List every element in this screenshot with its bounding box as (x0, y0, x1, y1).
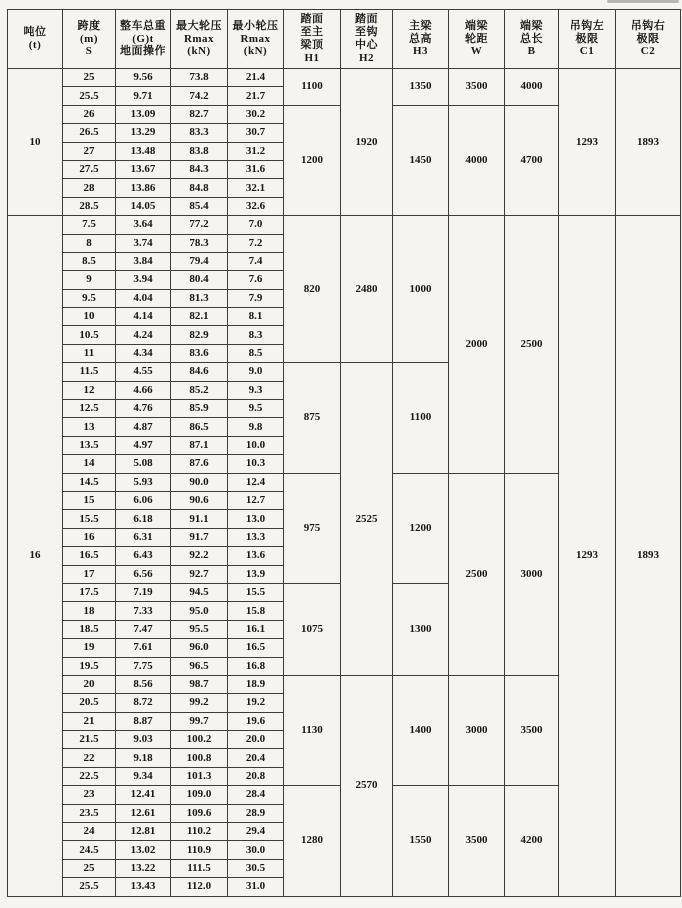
cell-span: 22.5 (63, 767, 116, 785)
cell-h1: 1075 (284, 583, 341, 675)
header-rmin: 最小轮压 Rmax (kN) (228, 10, 284, 69)
cell-wheel-load-max: 91.1 (171, 510, 228, 528)
cell-wheel-load-min: 13.6 (228, 547, 284, 565)
cell-wheel-load-max: 112.0 (171, 878, 228, 896)
cell-total-weight: 3.74 (116, 234, 171, 252)
cell-wheel-load-max: 90.6 (171, 491, 228, 509)
cell-wheel-load-min: 20.8 (228, 767, 284, 785)
cell-span: 25 (63, 859, 116, 877)
cell-h2: 2570 (341, 675, 393, 896)
header-w: 端梁 轮距 W (449, 10, 505, 69)
cell-h2: 1920 (341, 69, 393, 216)
cell-total-weight: 13.86 (116, 179, 171, 197)
cell-wheel-load-min: 16.5 (228, 639, 284, 657)
cell-span: 14.5 (63, 473, 116, 491)
cell-wheel-load-min: 7.6 (228, 271, 284, 289)
cell-total-weight: 4.04 (116, 289, 171, 307)
cell-wheel-load-max: 95.5 (171, 620, 228, 638)
cell-wheel-load-max: 85.2 (171, 381, 228, 399)
cell-total-weight: 5.93 (116, 473, 171, 491)
cell-wheel-load-min: 31.0 (228, 878, 284, 896)
cell-wheel-load-min: 32.1 (228, 179, 284, 197)
cell-wheel-load-max: 99.7 (171, 712, 228, 730)
cell-wheel-load-min: 8.3 (228, 326, 284, 344)
cell-h3: 1400 (393, 675, 449, 785)
cell-span: 20.5 (63, 694, 116, 712)
cell-wheel-load-max: 98.7 (171, 675, 228, 693)
cell-wheel-load-max: 84.6 (171, 363, 228, 381)
cell-h1: 1100 (284, 69, 341, 106)
cell-c2: 1893 (616, 216, 681, 896)
cell-span: 21 (63, 712, 116, 730)
cell-total-weight: 8.56 (116, 675, 171, 693)
cell-w: 2500 (449, 473, 505, 675)
cell-wheel-load-min: 8.1 (228, 308, 284, 326)
cell-wheel-load-max: 83.6 (171, 344, 228, 362)
cell-total-weight: 13.67 (116, 160, 171, 178)
cell-wheel-load-min: 9.8 (228, 418, 284, 436)
spec-row (8, 69, 681, 87)
cell-total-weight: 13.29 (116, 124, 171, 142)
cell-wheel-load-min: 15.8 (228, 602, 284, 620)
cell-wheel-load-min: 30.0 (228, 841, 284, 859)
cell-wheel-load-max: 79.4 (171, 252, 228, 270)
cell-b: 3500 (505, 675, 559, 785)
cell-wheel-load-max: 94.5 (171, 583, 228, 601)
cell-tonnage: 16 (8, 216, 63, 896)
cell-total-weight: 6.56 (116, 565, 171, 583)
cell-w: 3000 (449, 675, 505, 785)
cell-total-weight: 6.31 (116, 528, 171, 546)
cell-span: 8 (63, 234, 116, 252)
cell-total-weight: 4.14 (116, 308, 171, 326)
scan-artifact (607, 0, 679, 3)
cell-wheel-load-max: 90.0 (171, 473, 228, 491)
table-header (8, 10, 681, 69)
cell-span: 14 (63, 455, 116, 473)
cell-wheel-load-max: 111.5 (171, 859, 228, 877)
cell-wheel-load-max: 77.2 (171, 216, 228, 234)
cell-b: 3000 (505, 473, 559, 675)
cell-wheel-load-min: 30.7 (228, 124, 284, 142)
cell-w: 2000 (449, 216, 505, 473)
cell-wheel-load-min: 16.8 (228, 657, 284, 675)
cell-wheel-load-min: 15.5 (228, 583, 284, 601)
cell-span: 7.5 (63, 216, 116, 234)
cell-total-weight: 4.76 (116, 400, 171, 418)
cell-wheel-load-min: 18.9 (228, 675, 284, 693)
cell-wheel-load-max: 80.4 (171, 271, 228, 289)
cell-wheel-load-min: 10.0 (228, 436, 284, 454)
cell-wheel-load-min: 13.3 (228, 528, 284, 546)
cell-span: 11 (63, 344, 116, 362)
crane-spec-table (7, 9, 681, 897)
cell-wheel-load-max: 100.8 (171, 749, 228, 767)
cell-total-weight: 7.19 (116, 583, 171, 601)
cell-h1: 1280 (284, 786, 341, 896)
cell-span: 25.5 (63, 87, 116, 105)
cell-span: 27.5 (63, 160, 116, 178)
cell-b: 4700 (505, 105, 559, 215)
cell-span: 24 (63, 823, 116, 841)
cell-span: 26.5 (63, 124, 116, 142)
cell-total-weight: 8.72 (116, 694, 171, 712)
cell-wheel-load-min: 7.4 (228, 252, 284, 270)
cell-b: 4000 (505, 69, 559, 106)
cell-wheel-load-min: 20.4 (228, 749, 284, 767)
cell-span: 24.5 (63, 841, 116, 859)
cell-w: 4000 (449, 105, 505, 215)
cell-span: 18 (63, 602, 116, 620)
cell-span: 25.5 (63, 878, 116, 896)
cell-wheel-load-max: 82.7 (171, 105, 228, 123)
cell-wheel-load-max: 86.5 (171, 418, 228, 436)
cell-span: 18.5 (63, 620, 116, 638)
cell-span: 21.5 (63, 731, 116, 749)
cell-wheel-load-min: 31.2 (228, 142, 284, 160)
header-row (8, 10, 681, 69)
cell-wheel-load-min: 13.0 (228, 510, 284, 528)
cell-wheel-load-min: 28.9 (228, 804, 284, 822)
cell-h3: 1350 (393, 69, 449, 106)
cell-wheel-load-max: 99.2 (171, 694, 228, 712)
cell-total-weight: 7.61 (116, 639, 171, 657)
cell-wheel-load-min: 7.2 (228, 234, 284, 252)
cell-h3: 1200 (393, 473, 449, 583)
cell-h3: 1450 (393, 105, 449, 215)
cell-total-weight: 8.87 (116, 712, 171, 730)
cell-wheel-load-min: 28.4 (228, 786, 284, 804)
cell-h3: 1550 (393, 786, 449, 896)
cell-h1: 1200 (284, 105, 341, 215)
header-weight: 整车总重 (G)t 地面操作 (116, 10, 171, 69)
cell-span: 19.5 (63, 657, 116, 675)
cell-span: 23 (63, 786, 116, 804)
cell-wheel-load-min: 12.4 (228, 473, 284, 491)
cell-wheel-load-min: 7.0 (228, 216, 284, 234)
cell-wheel-load-min: 19.6 (228, 712, 284, 730)
cell-wheel-load-max: 74.2 (171, 87, 228, 105)
cell-span: 9 (63, 271, 116, 289)
cell-b: 4200 (505, 786, 559, 896)
cell-b: 2500 (505, 216, 559, 473)
cell-total-weight: 4.66 (116, 381, 171, 399)
cell-h3: 1000 (393, 216, 449, 363)
cell-total-weight: 3.64 (116, 216, 171, 234)
cell-span: 13 (63, 418, 116, 436)
cell-span: 17.5 (63, 583, 116, 601)
cell-span: 10.5 (63, 326, 116, 344)
header-span: 跨度 (m) S (63, 10, 116, 69)
cell-h3: 1100 (393, 363, 449, 473)
cell-span: 12.5 (63, 400, 116, 418)
cell-wheel-load-max: 96.0 (171, 639, 228, 657)
cell-total-weight: 12.81 (116, 823, 171, 841)
cell-span: 16.5 (63, 547, 116, 565)
cell-total-weight: 4.24 (116, 326, 171, 344)
cell-wheel-load-max: 82.1 (171, 308, 228, 326)
cell-total-weight: 3.84 (116, 252, 171, 270)
cell-wheel-load-max: 83.8 (171, 142, 228, 160)
cell-total-weight: 4.97 (116, 436, 171, 454)
cell-h1: 1130 (284, 675, 341, 785)
cell-total-weight: 13.43 (116, 878, 171, 896)
cell-wheel-load-max: 91.7 (171, 528, 228, 546)
cell-total-weight: 9.18 (116, 749, 171, 767)
cell-wheel-load-min: 10.3 (228, 455, 284, 473)
cell-total-weight: 7.33 (116, 602, 171, 620)
cell-tonnage: 10 (8, 69, 63, 216)
cell-wheel-load-min: 32.6 (228, 197, 284, 215)
cell-wheel-load-max: 85.4 (171, 197, 228, 215)
cell-wheel-load-max: 92.7 (171, 565, 228, 583)
cell-span: 26 (63, 105, 116, 123)
cell-wheel-load-max: 73.8 (171, 69, 228, 87)
cell-total-weight: 7.47 (116, 620, 171, 638)
header-h3: 主梁 总高 H3 (393, 10, 449, 69)
cell-span: 16 (63, 528, 116, 546)
cell-wheel-load-min: 30.2 (228, 105, 284, 123)
cell-wheel-load-min: 16.1 (228, 620, 284, 638)
cell-span: 28.5 (63, 197, 116, 215)
cell-h3: 1300 (393, 583, 449, 675)
cell-c2: 1893 (616, 69, 681, 216)
cell-total-weight: 12.61 (116, 804, 171, 822)
cell-total-weight: 9.34 (116, 767, 171, 785)
cell-total-weight: 9.56 (116, 69, 171, 87)
cell-total-weight: 13.02 (116, 841, 171, 859)
cell-wheel-load-min: 7.9 (228, 289, 284, 307)
cell-total-weight: 7.75 (116, 657, 171, 675)
cell-wheel-load-max: 96.5 (171, 657, 228, 675)
cell-c1: 1293 (559, 216, 616, 896)
cell-span: 11.5 (63, 363, 116, 381)
cell-total-weight: 14.05 (116, 197, 171, 215)
cell-wheel-load-min: 30.5 (228, 859, 284, 877)
cell-total-weight: 9.03 (116, 731, 171, 749)
cell-span: 22 (63, 749, 116, 767)
cell-total-weight: 6.06 (116, 491, 171, 509)
cell-h2: 2480 (341, 216, 393, 363)
cell-total-weight: 5.08 (116, 455, 171, 473)
cell-wheel-load-min: 9.5 (228, 400, 284, 418)
header-b: 端梁 总长 B (505, 10, 559, 69)
cell-total-weight: 13.48 (116, 142, 171, 160)
cell-wheel-load-max: 87.1 (171, 436, 228, 454)
cell-span: 19 (63, 639, 116, 657)
cell-wheel-load-min: 9.0 (228, 363, 284, 381)
cell-h1: 975 (284, 473, 341, 583)
cell-wheel-load-max: 109.6 (171, 804, 228, 822)
cell-wheel-load-max: 84.8 (171, 179, 228, 197)
cell-c1: 1293 (559, 69, 616, 216)
cell-span: 15.5 (63, 510, 116, 528)
cell-span: 28 (63, 179, 116, 197)
cell-span: 12 (63, 381, 116, 399)
cell-span: 17 (63, 565, 116, 583)
cell-total-weight: 9.71 (116, 87, 171, 105)
cell-wheel-load-max: 84.3 (171, 160, 228, 178)
cell-total-weight: 12.41 (116, 786, 171, 804)
cell-total-weight: 6.43 (116, 547, 171, 565)
cell-total-weight: 4.34 (116, 344, 171, 362)
cell-span: 9.5 (63, 289, 116, 307)
cell-total-weight: 4.87 (116, 418, 171, 436)
cell-span: 27 (63, 142, 116, 160)
cell-wheel-load-min: 31.6 (228, 160, 284, 178)
cell-total-weight: 13.22 (116, 859, 171, 877)
header-tonnage: 吨位 (t) (8, 10, 63, 69)
cell-wheel-load-max: 110.2 (171, 823, 228, 841)
cell-wheel-load-min: 19.2 (228, 694, 284, 712)
header-c2: 吊钩右 极限 C2 (616, 10, 681, 69)
cell-span: 25 (63, 69, 116, 87)
cell-span: 15 (63, 491, 116, 509)
cell-total-weight: 6.18 (116, 510, 171, 528)
cell-wheel-load-max: 78.3 (171, 234, 228, 252)
cell-wheel-load-min: 12.7 (228, 491, 284, 509)
cell-wheel-load-min: 13.9 (228, 565, 284, 583)
cell-wheel-load-max: 83.3 (171, 124, 228, 142)
cell-total-weight: 3.94 (116, 271, 171, 289)
header-h2: 踏面 至钩 中心 H2 (341, 10, 393, 69)
cell-span: 10 (63, 308, 116, 326)
header-c1: 吊钩左 极限 C1 (559, 10, 616, 69)
cell-wheel-load-max: 92.2 (171, 547, 228, 565)
cell-wheel-load-max: 95.0 (171, 602, 228, 620)
cell-wheel-load-min: 29.4 (228, 823, 284, 841)
cell-wheel-load-max: 87.6 (171, 455, 228, 473)
cell-span: 23.5 (63, 804, 116, 822)
cell-wheel-load-min: 20.0 (228, 731, 284, 749)
cell-span: 8.5 (63, 252, 116, 270)
cell-wheel-load-min: 9.3 (228, 381, 284, 399)
cell-w: 3500 (449, 786, 505, 896)
cell-w: 3500 (449, 69, 505, 106)
spec-row (8, 216, 681, 234)
cell-wheel-load-max: 82.9 (171, 326, 228, 344)
cell-wheel-load-min: 8.5 (228, 344, 284, 362)
cell-span: 20 (63, 675, 116, 693)
cell-wheel-load-max: 110.9 (171, 841, 228, 859)
cell-h2: 2525 (341, 363, 393, 676)
cell-wheel-load-max: 101.3 (171, 767, 228, 785)
cell-wheel-load-min: 21.7 (228, 87, 284, 105)
cell-wheel-load-max: 100.2 (171, 731, 228, 749)
table-body (8, 69, 681, 897)
header-h1: 踏面 至主 梁顶 H1 (284, 10, 341, 69)
cell-h1: 875 (284, 363, 341, 473)
cell-wheel-load-max: 85.9 (171, 400, 228, 418)
cell-span: 13.5 (63, 436, 116, 454)
header-rmax: 最大轮压 Rmax (kN) (171, 10, 228, 69)
cell-wheel-load-max: 81.3 (171, 289, 228, 307)
cell-total-weight: 13.09 (116, 105, 171, 123)
cell-h1: 820 (284, 216, 341, 363)
cell-total-weight: 4.55 (116, 363, 171, 381)
cell-wheel-load-min: 21.4 (228, 69, 284, 87)
cell-wheel-load-max: 109.0 (171, 786, 228, 804)
